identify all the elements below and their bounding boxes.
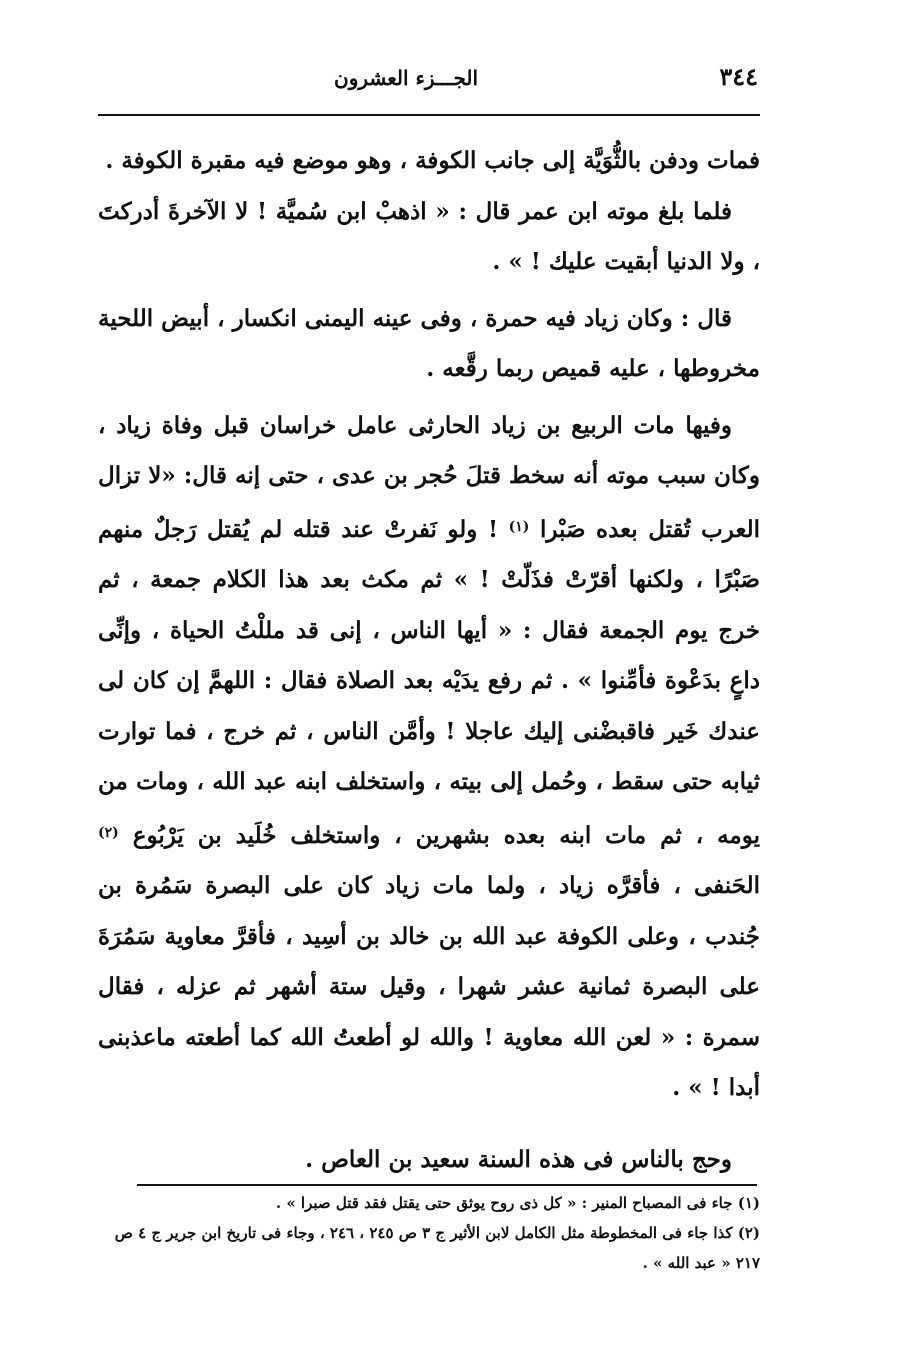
paragraph-3: قال : وكان زياد فيه حمرة ، وفى عينه اليمنى انكسار ، أبيض اللحية مخروطها ، عليه قميص ربما رقَّعه . <box>98 304 760 382</box>
paragraph-4-part-c: الحَنفى ، فأقرَّه زياد ، ولما مات زياد كان على البصرة سَمُرة بن جُندب ، وعلى الكوفة عبد الله بن خالد بن أسِيد ، فأقرَّ معاوية سَمُرَةَ على البصرة ثمانية عشر شهرا ، وقيل ستة أشهر ثم عزله ، فقال سمرة : « لعن الله معاوية ! والله لو أطعتُ الله كما أطعته ماعذبنى أبدا ! » . <box>98 872 760 1101</box>
running-head: الجـــزء العشرون <box>334 66 479 90</box>
paragraph-1: فمات ودفن بالثُّوَيَّة إلى جانب الكوفة ، وهو موضع فيه مقبرة الكوفة . <box>105 147 760 174</box>
footnote-rule <box>137 1184 757 1186</box>
body-text <box>98 136 760 1114</box>
footnote-ref-2: (٢) <box>98 824 119 841</box>
paragraph-4 <box>98 401 760 1114</box>
page-number: ٣٤٤ <box>719 62 758 91</box>
page-header <box>98 62 758 96</box>
paragraph-4-part-b: ! ولو نَفرتْ عند قتله لم يُقتل رَجلٌ منهم صَبْرًا ، ولكنها أقرّتْ فذَلّتْ ! » ثم مكث بعد هذا الكلام جمعة ، ثم خرج يوم الجمعة فقال : « أيها الناس ، إنى قد مللْتُ الحياة ، وإنِّى داعٍ بدَعْوة فأمِّنوا » . ثم رفع يدَيْه بعد الصلاة فقال : اللهمَّ إن كان لى عندك خَير فاقبضْنى إليك عاجلا ! وأمَّن الناس ، ثم خرج ، فما توارت ثيابه حتى سقط ، وحُمل إلى بيته ، واستخلف ابنه عبد الله ، ومات من يومه ، ثم مات ابنه بعده بشهرين ، واستخلف خُلَيد بن يَرْبُوع <box>98 515 761 849</box>
paragraph-2: فلما بلغ موته ابن عمر قال : « اذهبْ ابن سُميَّة ! لا الآخرةَ أدركتَ ، ولا الدنيا أبقيت عليك ! » . <box>98 197 760 275</box>
footnote-1: (١) جاء فى المصباح المنير : « كل ذى روح يوثق حتى يقتل فقد قتل صبرا » . <box>275 1194 760 1212</box>
footnote-ref-1: (١) <box>508 518 530 535</box>
header-rule <box>98 114 760 116</box>
paragraph-4-part-a: وفيها مات الربيع بن زياد الحارثى عامل خراسان قبل وفاة زياد ، وكان سبب موته أنه سخط قتلَ حُجر بن عدى ، حتى إنه قال: «لا تزال العرب تُقتل بعده صَبْرا <box>98 411 760 543</box>
footnote-2: (٢) كذا جاء فى المخطوطة مثل الكامل لابن الأثير ج ٣ ص ٢٤٥ ، ٢٤٦ ، وجاء فى تاريخ ابن جرير ج ٤ ص ٢١٧ « عبد الله » . <box>114 1224 760 1272</box>
footnotes <box>98 1188 760 1278</box>
paragraph-5: وحج بالناس فى هذه السنة سعيد بن العاص . <box>305 1146 732 1173</box>
